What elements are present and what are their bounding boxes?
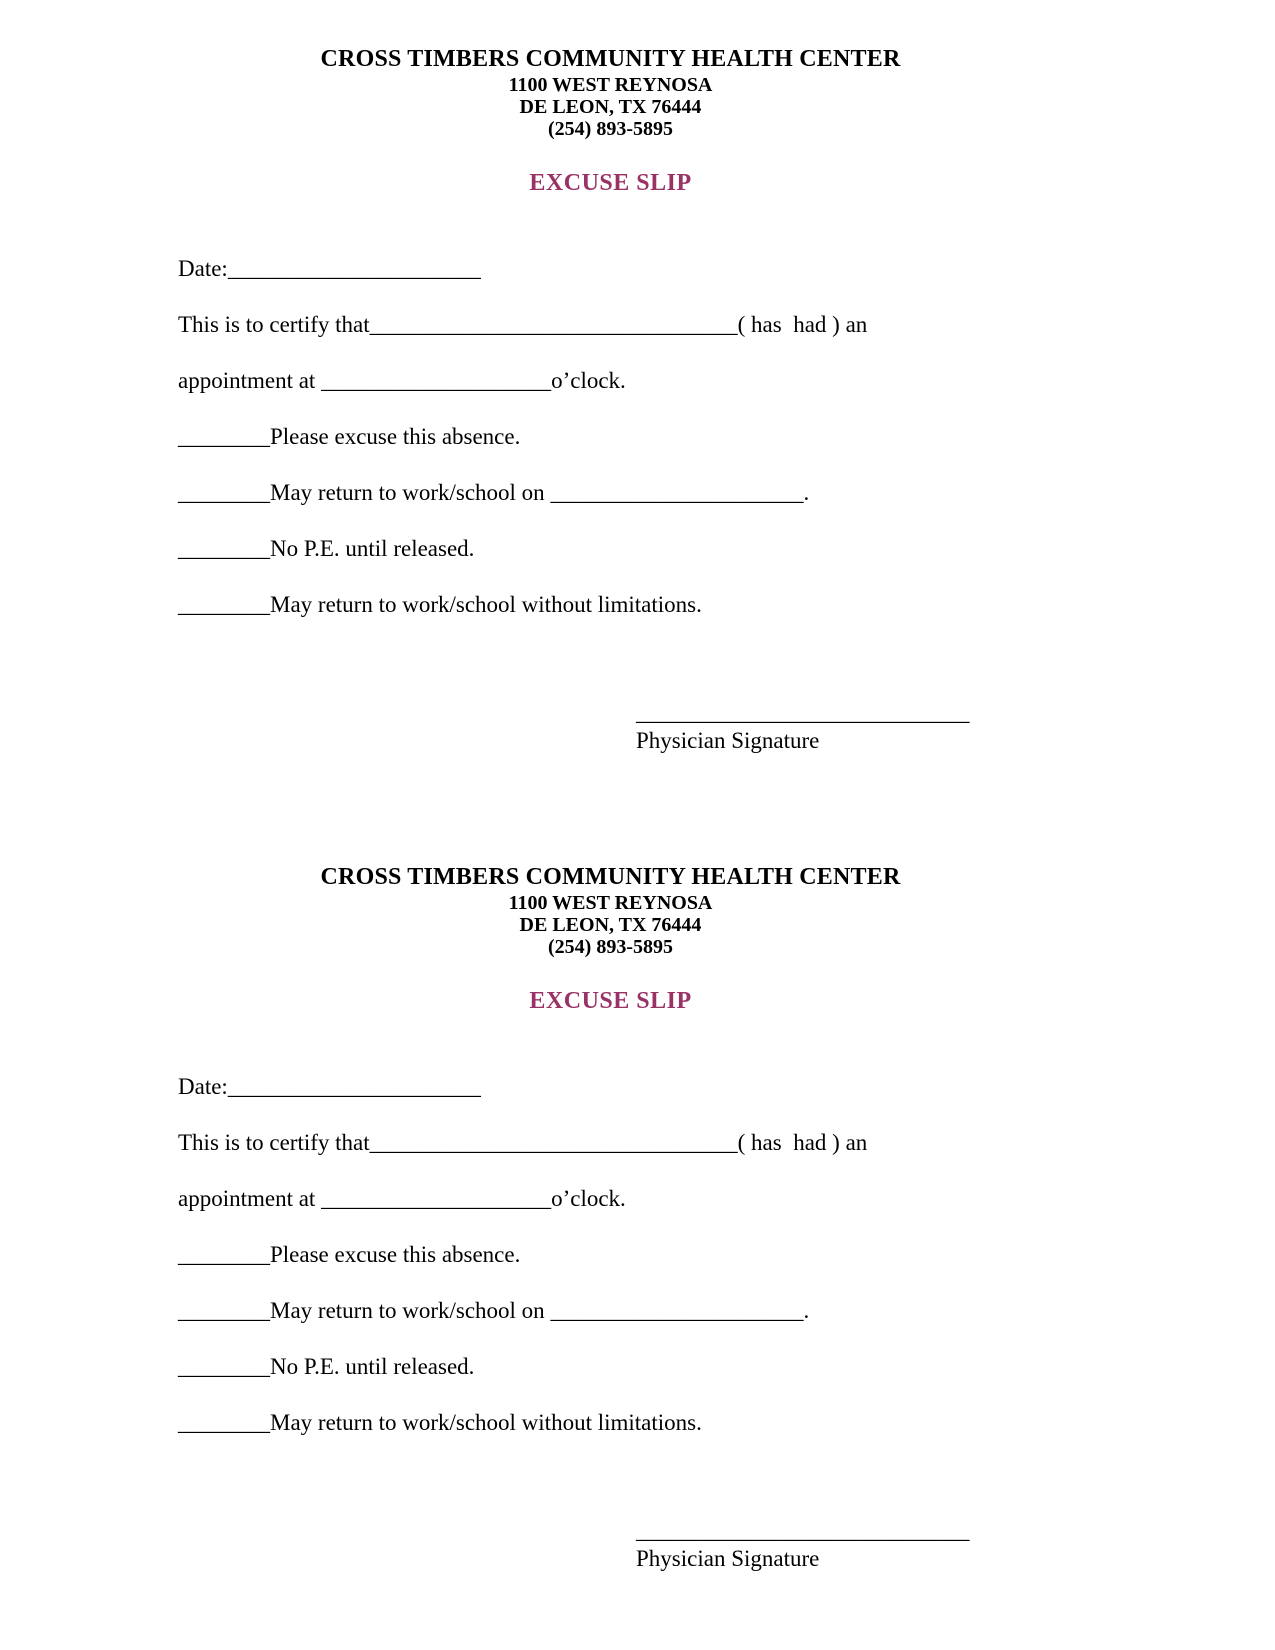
option-label: May return to work/school on (270, 1298, 551, 1323)
physician-signature-label: Physician Signature (636, 728, 820, 753)
clinic-header (178, 44, 1043, 198)
clinic-phone: (254) 893-5895 (548, 118, 673, 140)
certify-prefix: This is to certify that (178, 312, 370, 337)
appointment-prefix: appointment at (178, 1186, 322, 1211)
patient-name-blank[interactable]: ________________________________ (369, 1130, 738, 1155)
option-no-pe (178, 1352, 1275, 1382)
option-return-date (178, 478, 1275, 508)
option-check-blank[interactable]: ________ (178, 424, 270, 449)
date-line (178, 1072, 1275, 1102)
appointment-prefix: appointment at (178, 368, 322, 393)
option-return-date (178, 1296, 1275, 1326)
option-suffix: . (803, 480, 810, 505)
option-label: Please excuse this absence. (270, 1242, 521, 1267)
clinic-address-line1: 1100 WEST REYNOSA (508, 74, 713, 96)
physician-signature-label: Physician Signature (636, 1546, 820, 1571)
certify-prefix: This is to certify that (178, 1130, 370, 1155)
physician-signature-line[interactable]: _____________________________ (636, 700, 970, 725)
option-excuse-absence (178, 422, 1275, 452)
signature-block (636, 1518, 1275, 1574)
date-blank[interactable]: ______________________ (227, 1074, 481, 1099)
option-label: Please excuse this absence. (270, 424, 521, 449)
option-suffix: . (803, 1298, 810, 1323)
option-label: May return to work/school on (270, 480, 551, 505)
option-label: No P.E. until released. (270, 536, 475, 561)
option-label: No P.E. until released. (270, 1354, 475, 1379)
appointment-time-blank[interactable]: ____________________ (321, 368, 552, 393)
option-no-limitations (178, 1408, 1275, 1438)
option-check-blank[interactable]: ________ (178, 536, 270, 561)
option-check-blank[interactable]: ________ (178, 1410, 270, 1435)
date-label: Date: (178, 1074, 228, 1099)
form-title: EXCUSE SLIP (529, 988, 692, 1014)
option-check-blank[interactable]: ________ (178, 1242, 270, 1267)
appointment-time-blank[interactable]: ____________________ (321, 1186, 552, 1211)
option-check-blank[interactable]: ________ (178, 1298, 270, 1323)
date-blank[interactable]: ______________________ (227, 256, 481, 281)
date-label: Date: (178, 256, 228, 281)
option-check-blank[interactable]: ________ (178, 1354, 270, 1379)
clinic-phone: (254) 893-5895 (548, 936, 673, 958)
option-label: May return to work/school without limitations. (270, 592, 702, 617)
certify-suffix: ( has had ) an (737, 312, 868, 337)
physician-signature-line[interactable]: _____________________________ (636, 1518, 970, 1543)
option-check-blank[interactable]: ________ (178, 592, 270, 617)
appointment-line (178, 1184, 1275, 1214)
return-date-blank[interactable]: ______________________ (550, 480, 804, 505)
certify-line (178, 1128, 1275, 1158)
patient-name-blank[interactable]: ________________________________ (369, 312, 738, 337)
signature-block (636, 700, 1275, 756)
clinic-header (178, 862, 1043, 1016)
clinic-address-line1: 1100 WEST REYNOSA (508, 892, 713, 914)
clinic-name: CROSS TIMBERS COMMUNITY HEALTH CENTER (320, 46, 901, 72)
excuse-slip-copy-1 (0, 0, 1275, 756)
clinic-address-line2: DE LEON, TX 76444 (519, 96, 702, 118)
certify-suffix: ( has had ) an (737, 1130, 868, 1155)
return-date-blank[interactable]: ______________________ (550, 1298, 804, 1323)
option-excuse-absence (178, 1240, 1275, 1270)
form-body (178, 254, 1275, 756)
appointment-suffix: o’clock. (551, 1186, 626, 1211)
form-title: EXCUSE SLIP (529, 170, 692, 196)
appointment-suffix: o’clock. (551, 368, 626, 393)
option-no-pe (178, 534, 1275, 564)
appointment-line (178, 366, 1275, 396)
clinic-name: CROSS TIMBERS COMMUNITY HEALTH CENTER (320, 864, 901, 890)
option-label: May return to work/school without limitations. (270, 1410, 702, 1435)
form-body (178, 1072, 1275, 1574)
excuse-slip-copy-2 (0, 756, 1275, 1574)
option-no-limitations (178, 590, 1275, 620)
certify-line (178, 310, 1275, 340)
date-line (178, 254, 1275, 284)
clinic-address-line2: DE LEON, TX 76444 (519, 914, 702, 936)
option-check-blank[interactable]: ________ (178, 480, 270, 505)
